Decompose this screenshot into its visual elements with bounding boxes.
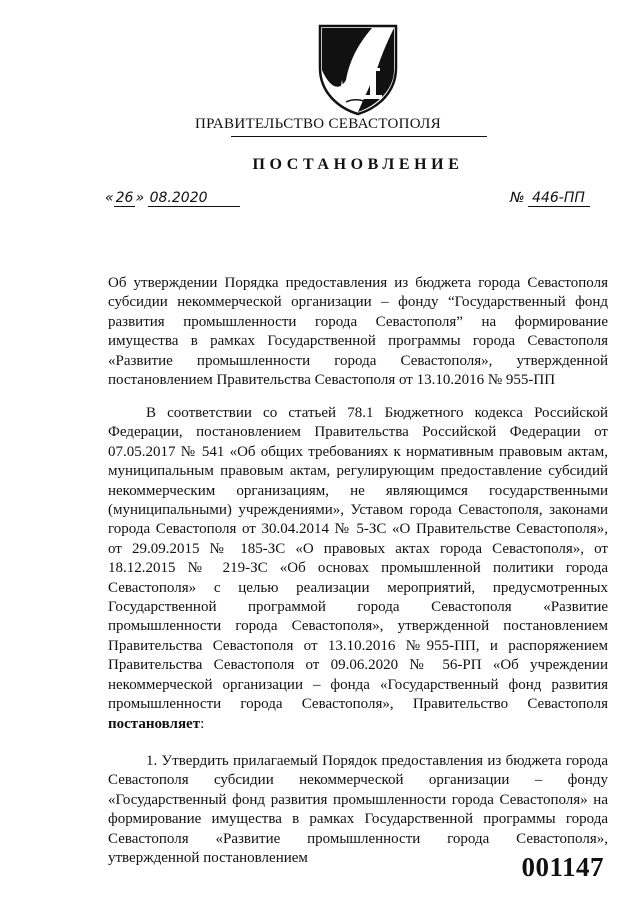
preamble-text: В соответствии со статьей 78.1 Бюджетного кодекса Российской Федерации, постановлением Правительства Российской Федерации от 07.05.2017 № 541 «Об общих требованиях к нормативным правовым актам, муниципальным правовым актам, регулирующим предоставление субсидий некоммерческим организациям, не являющимся государственными (муниципальными) учреждениями», Уставом города Севастополя, законами города Севастополя от 30.04.2014 № 5-ЗС «О Правительстве Севастополя», от 29.09.2015 № 185-ЗС «О правовых актах города Севастополя», от 18.12.2015 № 219-ЗС «Об основах промышленной политики города Севастополя» с целью реализации мероприятий, предусмотренных Государственной программой города Севастополя «Развитие промышленности города Севастополя», утвержденной постановлением Правительства Севастополя от 13.10.2016 №955-ПП, и распоряжением Правительства Севастополя от 09.06.2020 № 56-РП «Об учреждении некоммерческой организации – фонда «Государственный фонд развития промышленности города Севастополя», Правительство Севастополя <box>108 405 608 713</box>
document-type: ПОСТАНОВЛЕНИЕ <box>252 156 464 173</box>
document-number <box>510 190 590 207</box>
number-sign: № <box>510 190 525 206</box>
document-date <box>105 190 240 207</box>
document-subject: Об утверждении Порядка предоставления из бюджета города Севастополя субсидии некоммерческой организации – фонду “Государственный фонд развития промышленности города Севастополя” на формирование имущества в рамках Государственной программы города Севастополя «Развитие промышленности города Севастополя», утвержденной постановлением Правительства Севастополя от 13.10.2016 № 955-ПП <box>108 275 608 389</box>
preamble-paragraph <box>108 404 608 734</box>
date-month-year: 08.2020 <box>148 190 240 207</box>
header-divider <box>231 136 487 137</box>
government-title: ПРАВИТЕЛЬСТВО СЕВАСТОПОЛЯ <box>195 116 441 132</box>
sevastopol-coat-of-arms-icon <box>316 22 400 116</box>
preamble-keyword: постановляет <box>108 715 201 732</box>
number-value: 446-ПП <box>528 190 590 207</box>
date-close-quote: » <box>135 190 145 206</box>
date-open-quote: « <box>105 190 114 206</box>
preamble-end: : <box>200 715 205 732</box>
list-item: 1. Утвердить прилагаемый Порядок предоставления из бюджета города Севастополя субсидии некоммерческой организации – фонду «Государственный фонд развития промышленности города Севастополя» на формирование имущества в рамках Государственной программы города Севастополя «Развитие промышленности города Севастополя», утвержденной постановлением <box>108 753 608 867</box>
serial-number: 001147 <box>521 852 604 882</box>
date-day: 26 <box>115 190 134 206</box>
